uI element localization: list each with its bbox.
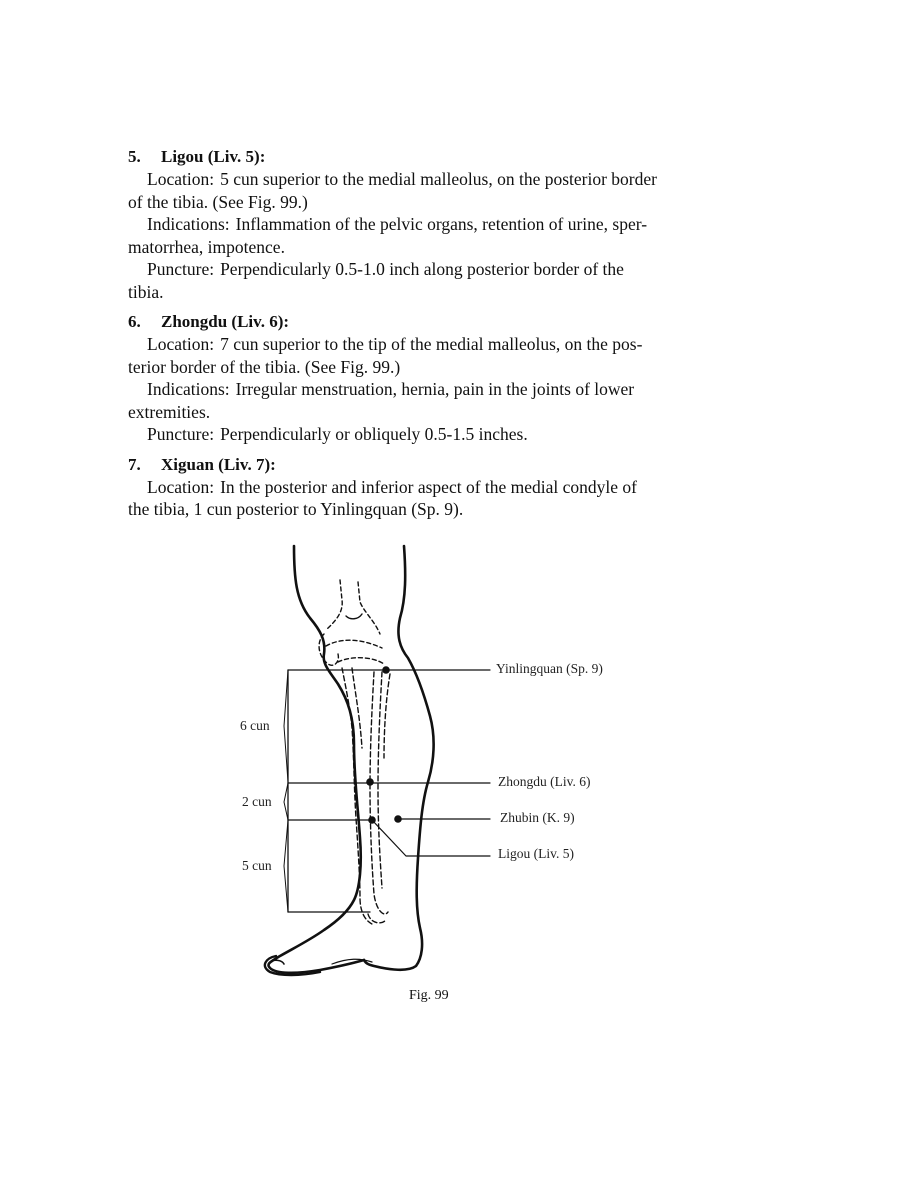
location-line: terior border of the tibia. (See Fig. 99.) bbox=[128, 356, 401, 377]
location-line: the tibia, 1 cun posterior to Yinlingquan (Sp. 9). bbox=[128, 499, 464, 519]
text-body bbox=[128, 146, 748, 529]
measure-6-cun: 6 cun bbox=[240, 718, 270, 733]
location-key: Location: bbox=[147, 334, 215, 354]
entry-heading bbox=[128, 311, 748, 333]
indications-line bbox=[128, 378, 748, 401]
indications-line: extremities. bbox=[128, 401, 211, 422]
puncture-text: Perpendicularly 0.5-1.0 inch along posterior border of the bbox=[220, 259, 624, 279]
leg-illustration bbox=[220, 538, 660, 1018]
entry-heading bbox=[128, 454, 748, 476]
entry-number: 7. bbox=[128, 454, 141, 474]
indications-line: matorrhea, impotence. bbox=[128, 236, 285, 257]
location-text: In the posterior and inferior aspect of the medial condyle of bbox=[220, 476, 637, 497]
point-zhubin bbox=[394, 815, 402, 823]
measure-5-cun: 5 cun bbox=[242, 858, 272, 873]
label-zhubin: Zhubin (K. 9) bbox=[500, 810, 575, 825]
entry-zhongdu bbox=[128, 311, 748, 446]
location-line bbox=[128, 168, 748, 191]
entry-number: 6. bbox=[128, 312, 141, 331]
measure-2-cun: 2 cun bbox=[242, 794, 272, 809]
label-ligou: Ligou (Liv. 5) bbox=[498, 846, 574, 861]
entry-title: Zhongdu (Liv. 6): bbox=[161, 312, 290, 331]
knee-bones bbox=[319, 580, 384, 665]
indications-key: Indications: bbox=[147, 214, 230, 234]
puncture-key: Puncture: bbox=[147, 424, 215, 444]
location-line bbox=[128, 476, 748, 499]
leg-outline-back bbox=[268, 546, 364, 973]
entry-ligou bbox=[128, 146, 748, 303]
puncture-key: Puncture: bbox=[147, 259, 215, 279]
tibia bbox=[368, 672, 390, 923]
puncture-line: tibia. bbox=[128, 281, 164, 302]
entry-title: Ligou (Liv. 5): bbox=[161, 147, 266, 166]
location-line: of the tibia. (See Fig. 99.) bbox=[128, 191, 308, 212]
location-key: Location: bbox=[147, 169, 215, 189]
entry-title: Xiguan (Liv. 7): bbox=[161, 454, 276, 474]
figure-caption: Fig. 99 bbox=[409, 988, 449, 1003]
entry-xiguan bbox=[128, 454, 748, 521]
label-yinlingquan: Yinlingquan (Sp. 9) bbox=[496, 661, 603, 676]
puncture-line bbox=[128, 258, 748, 281]
point-zhongdu bbox=[366, 778, 374, 786]
entry-heading bbox=[128, 146, 748, 168]
leg-outline-front bbox=[364, 546, 434, 970]
point-yinlingquan bbox=[382, 666, 390, 674]
indications-line bbox=[128, 213, 748, 236]
location-line bbox=[128, 333, 748, 356]
puncture-line bbox=[128, 423, 748, 446]
indications-text: Irregular menstruation, hernia, pain in the joints of lower bbox=[235, 379, 635, 399]
point-ligou bbox=[368, 816, 376, 824]
patella-curve bbox=[346, 614, 362, 619]
measurement-bracket bbox=[284, 670, 386, 912]
location-key: Location: bbox=[147, 476, 215, 497]
entry-number: 5. bbox=[128, 147, 141, 166]
indications-key: Indications: bbox=[147, 379, 230, 399]
figure-leg-diagram bbox=[220, 538, 660, 1018]
label-zhongdu: Zhongdu (Liv. 6) bbox=[498, 774, 591, 789]
location-text: 5 cun superior to the medial malleolus, on the posterior border bbox=[220, 169, 657, 189]
leader-lines bbox=[370, 670, 490, 856]
location-text: 7 cun superior to the tip of the medial malleolus, on the pos- bbox=[220, 334, 643, 354]
indications-text: Inflammation of the pelvic organs, retention of urine, sper- bbox=[235, 214, 648, 234]
puncture-text: Perpendicularly or obliquely 0.5-1.5 inches. bbox=[220, 424, 528, 444]
